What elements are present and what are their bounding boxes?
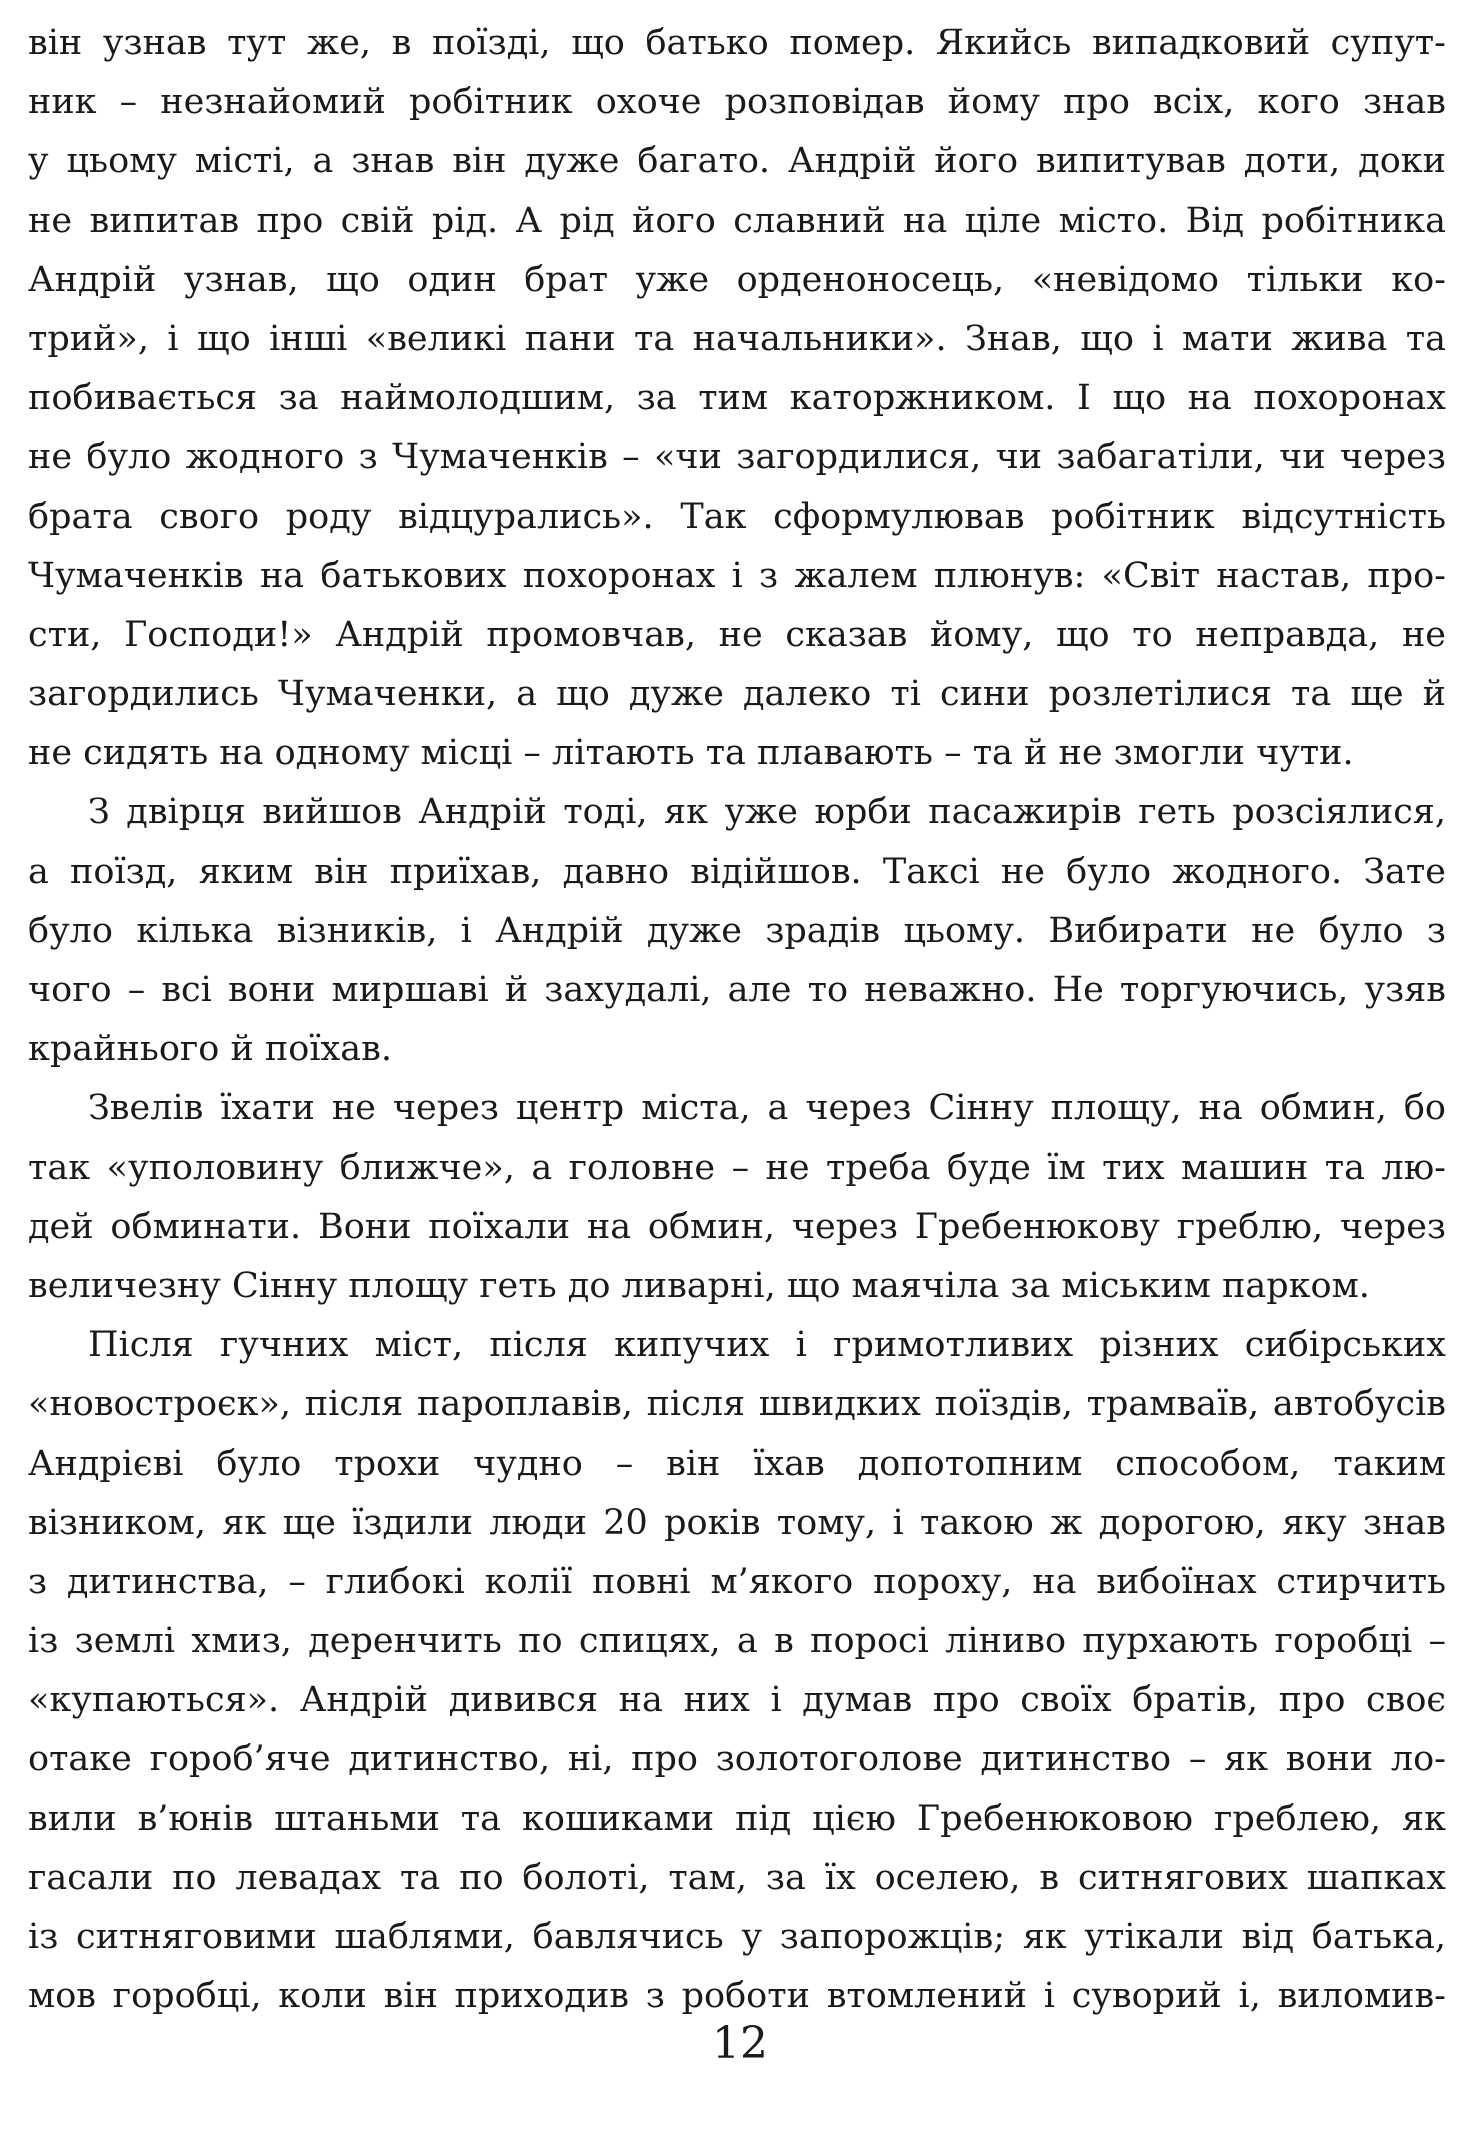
text-line: візником, як ще їздили люди 20 років тому, і такою ж дорогою, яку знав <box>28 1502 1446 1543</box>
text-line: у цьому місті, а знав він дуже багато. Андрій його випитував доти, доки <box>28 141 1446 182</box>
text-line: брата свого роду відцурались». Так сформулював робітник відсутність <box>28 496 1446 537</box>
text-line: він узнав тут же, в поїзді, що батько помер. Якийсь випадковий супут- <box>28 23 1446 63</box>
text-line: не було жодного з Чумаченків – «чи загордилися, чи забагатіли, чи через <box>28 437 1446 478</box>
text-line: величезну Сінну площу геть до ливарні, що маячіла за міським парком. <box>28 1265 1370 1306</box>
text-line: побивається за наймолодшим, за тим каторжником. І що на похоронах <box>28 378 1446 419</box>
text-line: Андрієві було трохи чудно – він їхав допотопним способом, таким <box>28 1443 1446 1484</box>
text-line: чого – всі вони миршаві й захудалі, але то неважно. Не торгуючись, узяв <box>28 970 1446 1010</box>
text-line: із землі хмиз, деренчить по спицях, а в поросі ліниво пурхають горобці – <box>28 1621 1446 1662</box>
text-line: не випитав про свій рід. А рід його славний на ціле місто. Від робітника <box>28 200 1446 241</box>
text-line: загордились Чумаченки, а що дуже далеко ті сини розлетілися та ще й <box>28 674 1446 715</box>
text-line: Звелів їхати не через центр міста, а через Сінну площу, на обмин, бо <box>88 1088 1446 1129</box>
text-line: З двірця вийшов Андрій тоді, як уже юрби пасажирів геть розсіялися, <box>88 792 1446 833</box>
text-line: з дитинства, – глибокі колії повні м’якого пороху, на вибоїнах стирчить <box>28 1561 1446 1602</box>
text-line: дей обминати. Вони поїхали на обмин, через Гребенюкову греблю, через <box>28 1206 1446 1247</box>
text-line: сти, Господи!» Андрій промовчав, не сказав йому, що то неправда, не <box>28 614 1446 655</box>
text-line: Після гучних міст, після кипучих і гримотливих різних сибірських <box>88 1325 1446 1366</box>
body-text <box>28 14 1446 2026</box>
text-line: а поїзд, яким він приїхав, давно відійшов. Таксі не було жодного. Зате <box>28 851 1446 892</box>
text-line: не сидять на одному місці – літають та плавають – та й не змогли чути. <box>28 733 1354 774</box>
text-line: «новостроєк», після пароплавів, після швидких поїздів, трамваїв, автобусів <box>28 1384 1446 1425</box>
text-line: «купаються». Андрій дивився на них і думав про своїх братів, про своє <box>28 1680 1446 1721</box>
text-line: так «уполовину ближче», а головне – не треба буде їм тих машин та лю- <box>28 1147 1446 1188</box>
text-line: вили в’юнів штаньми та кошиками під цією Гребенюковою греблею, як <box>28 1798 1446 1839</box>
text-line: гасали по левадах та по болоті, там, за їх оселею, в ситнягових шапках <box>28 1857 1446 1898</box>
text-line: було кілька візників, і Андрій дуже зрадів цьому. Вибирати не було з <box>28 910 1446 951</box>
text-line: Чумаченків на батькових похоронах і з жалем плюнув: «Світ настав, про- <box>28 555 1446 596</box>
text-line: мов горобці, коли він приходив з роботи втомлений і суворий і, виломив- <box>28 1976 1446 2017</box>
text-line: ник – незнайомий робітник охоче розповідав йому про всіх, кого знав <box>28 82 1446 123</box>
text-line: із ситняговими шаблями, бавлячись у запорожців; як утікали від батька, <box>28 1917 1446 1957</box>
text-line: отаке гороб’яче дитинство, ні, про золотоголове дитинство – як вони ло- <box>28 1739 1446 1780</box>
text-line: Андрій узнав, що один брат уже орденоносець, «невідомо тільки ко- <box>28 259 1446 300</box>
text-line: трий», і що інші «великі пани та начальники». Знав, що і мати жива та <box>28 318 1446 359</box>
text-line: крайнього й поїхав. <box>28 1029 392 1070</box>
page-number: 12 <box>712 2018 768 2069</box>
